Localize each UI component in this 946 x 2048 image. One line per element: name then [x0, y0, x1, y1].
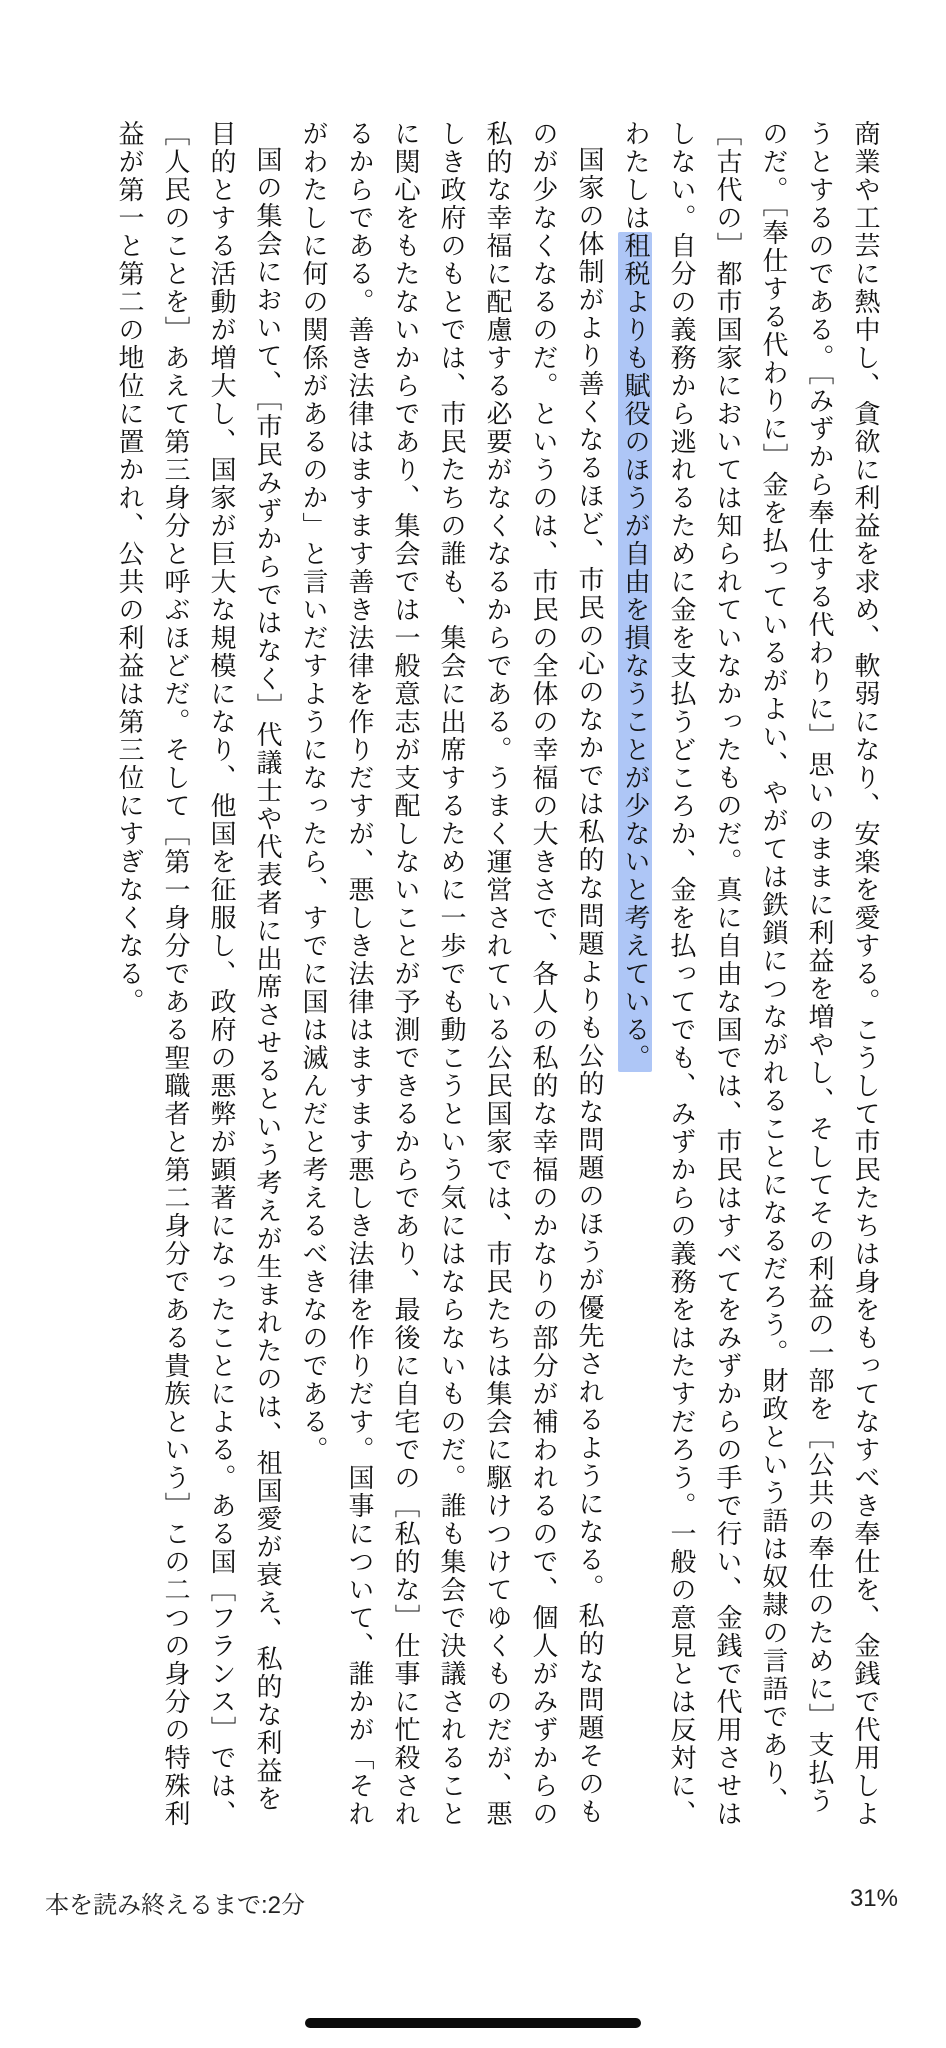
- home-indicator[interactable]: [305, 2018, 641, 2028]
- paragraph-2-text: 国家の体制がより善くなるほど、市民の心のなかでは私的な問題よりも公的な問題のほうが優先されるようになる。私的な問題そのものが少なくなるのだ。というのは、市民の全体の幸福の大きさで、各人の私的な幸福のかなりの部分が補われるので、個人がみずからの私的な幸福に配慮する必要がなくなるからである。うまく運営されている公民国家では、市民たちは集会に駆けつけてゆくものだが、悪しき政府のもとでは、市民たちの誰も、集会に出席するために一歩でも動こうという気にはならないものだ。誰も集会で決議されることに関心をもたないからであり、集会では一般意志が支配しないことが予測できるからであり、最後に自宅での［私的な］仕事に忙殺されるからである。善き法律はますます善き法律を作りだすが、悪しき法律はますます悪しき法律を作りだす。国事について、誰かが「それがわたしに何の関係があるのか」と言いだすようになったら、すでに国は滅んだと考えるべきなのである。: [298, 120, 604, 1828]
- reading-time-remaining: 本を読み終えるまで:2分: [45, 1892, 306, 1919]
- highlighted-passage[interactable]: 租税よりも賦役のほうが自由を損なうことが少ないと考えている。: [620, 232, 650, 1072]
- paragraph-2: [290, 120, 612, 1840]
- paragraph-1-text: 商業や工芸に熱中し、貪欲に利益を求め、軟弱になり、安楽を愛する。こうして市民たちは身をもってなすべき奉仕を、金銭で代用しようとするのである。［みずから奉仕する代わりに］思いのままに利益を増やし、そしてその利益の一部を［公共の奉仕のために］支払うのだ。［奉仕する代わりに］金を払っているがよい、やがては鉄鎖につながれることになるだろう。財政という語は奴隷の言語であり、［古代の］都市国家においては知られていなかったものだ。真に自由な国では、市民はすべてをみずからの手で行い、金銭で代用させはしない。自分の義務から逃れるために金を支払うどころか、金を払ってでも、みずからの義務をはたすだろう。一般の意見とは反対に、わたしは: [620, 120, 880, 1828]
- paragraph-1: [612, 120, 888, 1840]
- book-text-column[interactable]: [48, 120, 888, 1840]
- paragraph-3-text: 国の集会において、［市民みずからではなく］代議士や代表者に出席させるという考えが生まれたのは、祖国愛が衰え、私的な利益を目的とする活動が増大し、国家が巨大な規模になり、他国を征服し、政府の悪弊が顕著になったことによる。ある国［フランス］では、［人民のことを］あえて第三身分と呼ぶほどだ。そして［第一身分である聖職者と第二身分である貴族という］この二つの身分の特殊利益が第一と第二の地位に置かれ、公共の利益は第三位にすぎなくなる。: [114, 120, 282, 1828]
- paragraph-3: [106, 120, 290, 1840]
- reader-footer: [0, 1885, 946, 1925]
- reading-progress-percent[interactable]: 31%: [849, 1885, 898, 1912]
